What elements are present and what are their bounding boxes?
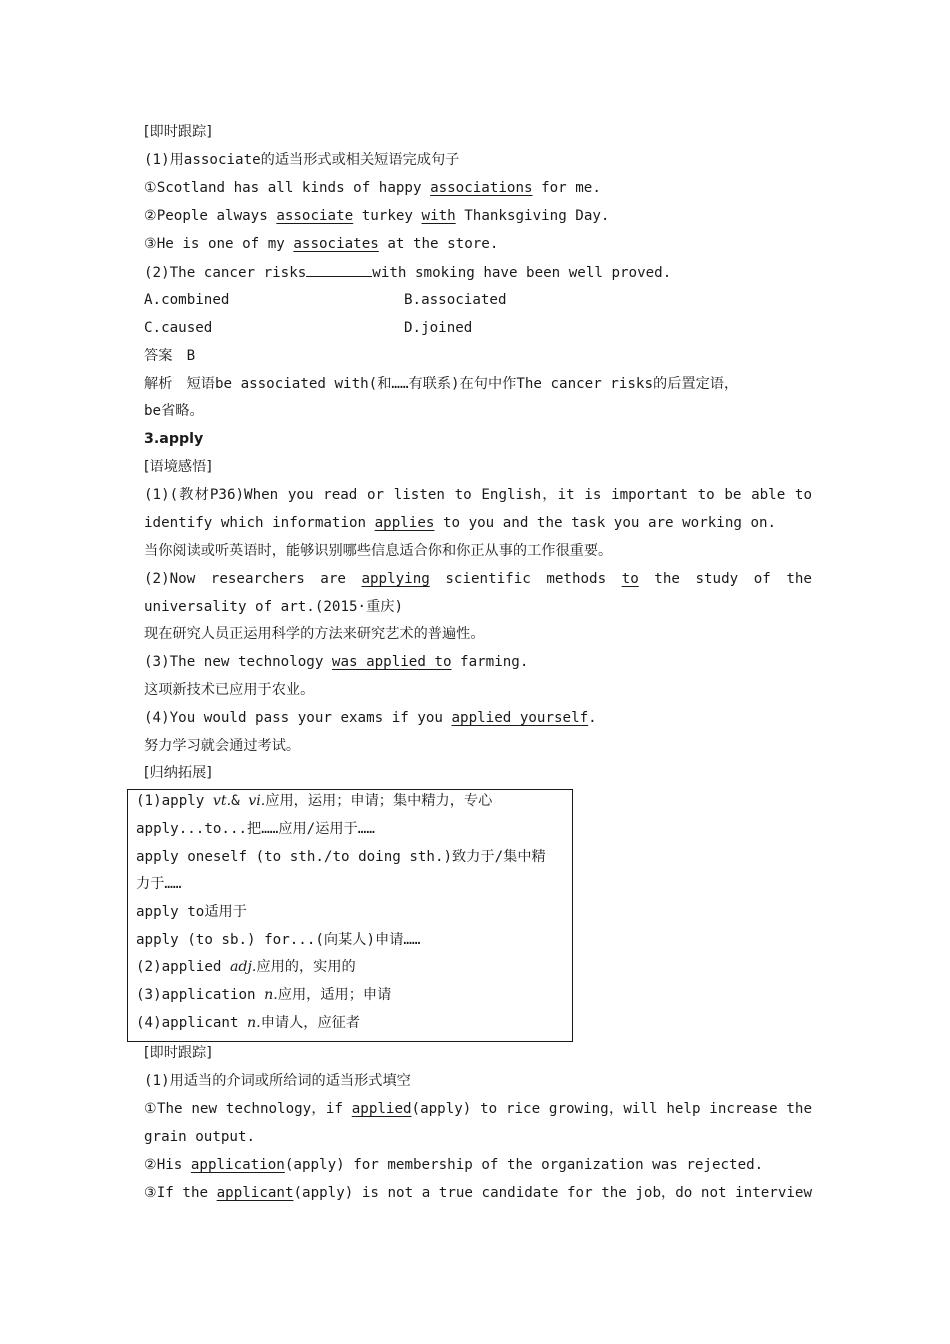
box-line-2: apply...to...把……应用/运用于…… [136, 821, 375, 837]
box-line-5: apply to适用于 [136, 904, 247, 920]
section-heading-tracking: [即时跟踪] [144, 124, 212, 140]
answer-to: to [621, 571, 639, 587]
word-title: 3.apply [144, 431, 204, 447]
sentence-1: ①Scotland has all kinds of happy associations for me. [144, 180, 601, 196]
sentence-2: ②People always associate turkey with Thanksgiving Day. [144, 208, 610, 224]
answer-associates: associates [293, 236, 379, 252]
example-4-translation: 努力学习就会通过考试。 [144, 738, 301, 754]
answer-applies: applies [374, 515, 435, 531]
answer-applying: applying [361, 571, 430, 587]
box-line-1: (1)apply vt.& vi.应用，运用；申请；集中精力，专心 [136, 793, 493, 809]
box-line-7: (2)applied adj.应用的，实用的 [136, 959, 356, 975]
sentence-3: ③He is one of my associates at the store. [144, 236, 499, 252]
answer-blank [306, 262, 372, 277]
question-1-title: (1)用associate的适当形式或相关短语完成句子 [144, 152, 460, 168]
answer-applied: applied [351, 1101, 412, 1117]
example-1-translation: 当你阅读或听英语时，能够识别哪些信息适合你和你正从事的工作很重要。 [144, 543, 613, 559]
answer-was-applied-to: was applied to [331, 654, 452, 670]
example-4: (4)You would pass your exams if you applied yourself. [144, 710, 597, 726]
fill-sentence-2: ②His application(apply) for membership of the organization was rejected. [144, 1157, 764, 1173]
example-1-line-2: identify which information applies to you and the task you are working on. [144, 515, 777, 531]
box-line-3: apply oneself (to sth./to doing sth.)致力于/集中精 [136, 849, 546, 865]
fill-sentence-1-line-1: ①The new technology，if applied(apply) to rice growing，will help increase the [144, 1101, 813, 1117]
summary-box [127, 789, 573, 1042]
question-1-title-2: (1)用适当的介词或所给词的适当形式填空 [144, 1073, 411, 1089]
box-line-6: apply (to sb.) for...(向某人)申请…… [136, 932, 421, 948]
box-line-8: (3)application n.应用，适用；申请 [136, 987, 392, 1003]
section-heading-summary: [归纳拓展] [144, 765, 212, 781]
answer-with: with [421, 208, 456, 224]
option-c: C.caused [144, 320, 213, 336]
section-heading-tracking-2: [即时跟踪] [144, 1045, 212, 1061]
answer-associate: associate [276, 208, 354, 224]
example-1-line-1: (1)(教材P36)When you read or listen to English，it is important to be able to [144, 487, 812, 503]
box-line-4: 力于…… [136, 876, 182, 892]
box-line-9: (4)applicant n.申请人，应征者 [136, 1015, 361, 1031]
example-3: (3)The new technology was applied to farming. [144, 654, 529, 670]
option-a: A.combined [144, 292, 230, 308]
fill-sentence-1-line-2: grain output. [144, 1129, 256, 1145]
answer-applied-yourself: applied yourself [451, 710, 589, 726]
question-2: (2)The cancer risks with smoking have been well proved. [144, 262, 671, 283]
option-d: D.joined [404, 320, 473, 336]
example-2-line-1: (2)Now researchers are applying scientific methods to the study of the [144, 571, 812, 587]
fill-sentence-3: ③If the applicant(apply) is not a true candidate for the job，do not interview [144, 1185, 812, 1201]
example-3-translation: 这项新技术已应用于农业。 [144, 682, 315, 698]
analysis-line-1: 解析 短语be associated with(和……有联系)在句中作The cancer risks的后置定语， [144, 376, 739, 392]
answer-associations: associations [430, 180, 533, 196]
analysis-line-2: be省略。 [144, 403, 204, 419]
example-2-line-2: universality of art.(2015·重庆) [144, 599, 403, 615]
answer-applicant: applicant [216, 1185, 294, 1201]
example-2-translation: 现在研究人员正运用科学的方法来研究艺术的普遍性。 [144, 626, 485, 642]
answer-line: 答案 B [144, 348, 196, 364]
option-b: B.associated [404, 292, 507, 308]
section-heading-context: [语境感悟] [144, 459, 212, 475]
answer-application: application [190, 1157, 285, 1173]
